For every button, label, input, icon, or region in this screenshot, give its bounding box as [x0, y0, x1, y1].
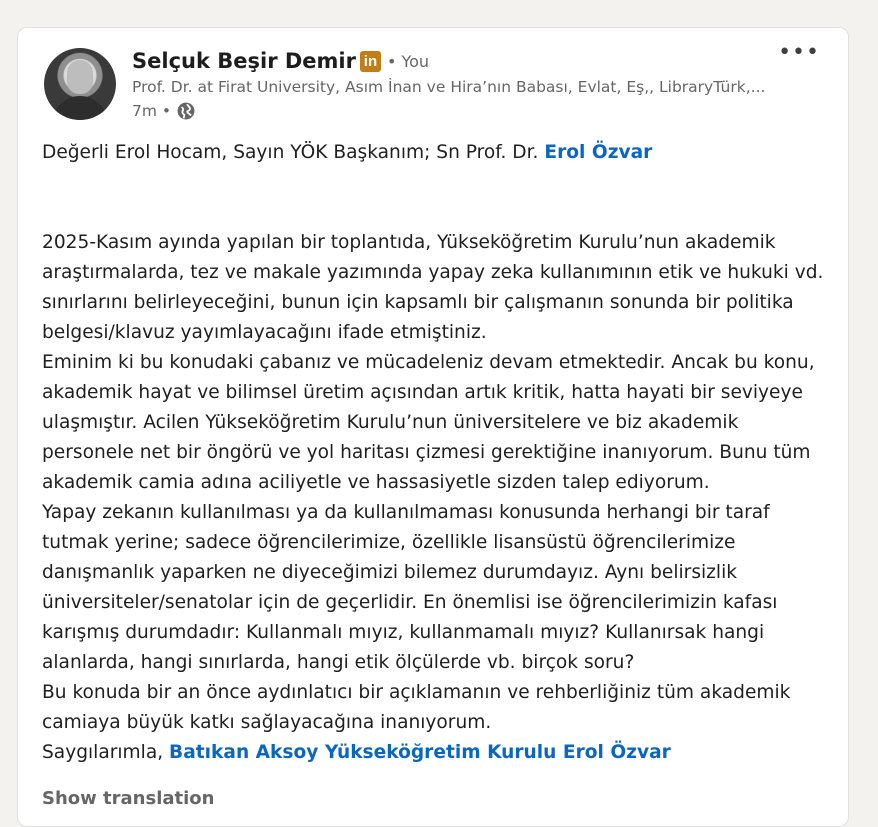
post-body — [42, 138, 832, 768]
linkedin-premium-icon: in — [360, 51, 381, 72]
connection-degree: • You — [386, 51, 430, 71]
author-name-row — [132, 46, 429, 76]
show-translation-button[interactable]: Show translation — [42, 788, 215, 809]
post-meta — [132, 100, 195, 122]
post-card — [17, 27, 849, 827]
globe-icon — [177, 102, 195, 120]
post-time: 7m • — [132, 102, 172, 120]
post-paragraph-1: 2025-Kasım ayında yapılan bir toplantıda, Yükseköğretim Kurulu’nun akademik araştırmalarda, tez ve makale yazımında yapay zeka kullanımının etik ve hukuki vd. sınırlarını belirleyeceğini, bunun için kapsamlı bir çalışmanın sonunda bir politika belgesi/klavuz yayımlayacağını ifade etmiştiniz. — [42, 232, 824, 343]
closing-text: Saygılarımla, — [42, 742, 164, 763]
post-closing — [42, 738, 832, 768]
post-paragraph-2: Eminim ki bu konudaki çabanız ve mücadeleniz devam etmektedir. Ancak bu konu, akademik hayat ve bilimsel üretim açısından artık kritik, hatta hayati bir seviyeye ulaşmıştır. Acilen Yükseköğretim Kurulu’nun üniversitelere ve biz akademik personele net bir öngörü ve yol haritası çizmesi gerektiğine inanıyorum. Bunu tüm akademik camia adına aciliyetle ve hassasiyetle sizden talep ediyorum. — [42, 352, 815, 493]
more-options-button[interactable]: ••• — [778, 40, 820, 65]
post-paragraph-4: Bu konuda bir an önce aydınlatıcı bir açıklamanın ve rehberliğiniz tüm akademik camiaya büyük katkı sağlayacağına inanıyorum. — [42, 682, 791, 733]
mention-link[interactable]: Erol Özvar — [544, 142, 653, 163]
paragraph-spacer — [42, 168, 832, 228]
post-paragraph-3: Yapay zekanın kullanılması ya da kullanılmaması konusunda herhangi bir taraf tutmak yerine; sadece öğrencilerimize, özellikle lisansüstü öğrencilerimize danışmanlık yaparken ne diyeceğimizi bilemez durumdayız. Aynı belirsizlik üniversiteler/senatolar için de geçerlidir. En önemlisi ise öğrencilerimizin kafası karışmış durumdadır: Kullanmalı mıyız, kullanmamalı mıyız? Kullanırsak hangi alanlarda, hangi sınırlarda, hangi etik ölçülerde vb. birçok soru? — [42, 502, 778, 673]
closing-mentions-link[interactable]: Batıkan Aksoy Yükseköğretim Kurulu Erol Özvar — [169, 742, 671, 763]
avatar-face — [67, 60, 93, 94]
greeting-text: Değerli Erol Hocam, Sayın YÖK Başkanım; Sn Prof. Dr. — [42, 142, 539, 163]
post-greeting — [42, 138, 832, 168]
author-headline: Prof. Dr. at Firat University, Asım İnan ve Hira’nın Babası, Evlat, Eş,, LibraryTürk,... — [132, 78, 766, 96]
avatar-shoulders — [52, 96, 108, 120]
author-avatar[interactable] — [44, 48, 116, 120]
author-name[interactable]: Selçuk Beşir Demir — [132, 49, 356, 73]
